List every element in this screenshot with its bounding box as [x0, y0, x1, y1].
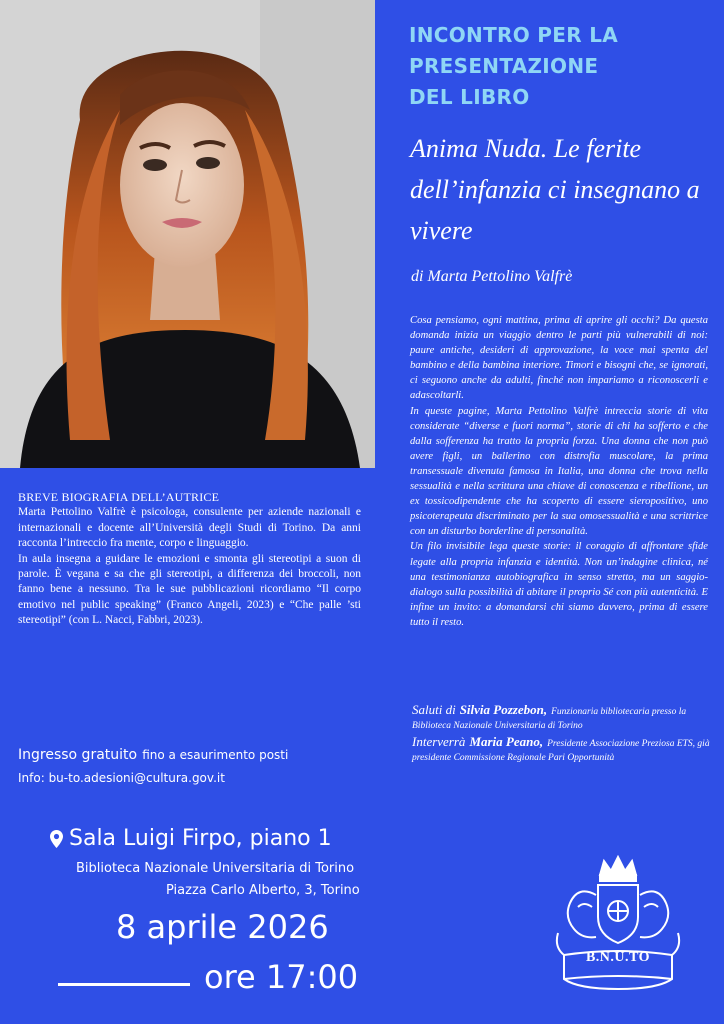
free-entry-note: fino a esaurimento posti — [142, 748, 289, 762]
speakers — [412, 704, 710, 768]
portrait-illustration — [0, 0, 375, 468]
event-heading-line: PRESENTAZIONE — [409, 54, 599, 78]
location-pin-icon — [50, 830, 63, 848]
book-title: Anima Nuda. Le ferite dell’infanzia ci insegnano a vivere — [410, 134, 700, 245]
event-heading-line: INCONTRO PER LA — [409, 23, 619, 47]
crest-icon — [548, 855, 688, 995]
event-date: 8 aprile 2026 — [116, 908, 329, 946]
event-time-row — [58, 958, 368, 1002]
library-logo-text: B.N.U.TO — [585, 950, 651, 965]
event-time: ore 17:00 — [204, 958, 359, 996]
greeting-credit — [412, 704, 710, 732]
book-author: di Marta Pettolino Valfrè — [411, 268, 573, 285]
speaker-person: Maria Peano, — [469, 734, 544, 749]
synopsis-paragraph: Cosa pensiamo, ogni mattina, prima di aprire gli occhi? Da questa domanda inizia un viaggio dentro le parti più vulnerabili di noi: paure antiche, desideri di approvazione, la voce mai spenta del bambino e della bambina interiore. Timori e bisogni che, se ignorati, ci seguono anche da adulti, finché non impariamo a riconoscerli e adascoltarli. — [410, 315, 708, 402]
bio-paragraph: In aula insegna a guidare le emozioni e smonta gli stereotipi a suon di parole. È vegana e sa che gli stereotipi, a differenza dei broccoli, non fanno bene a nessuno. Tra le sue pubblicazioni ricordiamo “Il corpo emotivo nel public speaking” (Franco Angeli, 2023) e “Che palle ’sti stereotipi” (con L. Nacci, Fabbri, 2023). — [18, 552, 361, 627]
greeting-person: Silvia Pozzebon, — [459, 702, 548, 717]
synopsis-paragraph: In queste pagine, Marta Pettolino Valfrè intreccia storie di vita considerate “diverse e fuori norma”, storie di chi ha sofferto e che dalla sofferenza ha tratto la propria forza. Una donna che non può avere figli, un ballerino con distrofia muscolare, la prima transessuale divenuta famosa in Italia, una donna che trova nella sessualità e nella scrittura una chiave di conoscenza e ribellione, un ex tossicodipendente che ha scoperto di essere sieropositivo, uno psicoterapeuta discriminato per la sua omosessualità e una scrittrice con un disturbo borderline di personalità. — [410, 405, 708, 538]
free-entry: Ingresso gratuito — [18, 747, 138, 763]
author-bio — [18, 490, 361, 629]
speaker-credit — [412, 736, 710, 764]
synopsis-paragraph: Un filo invisibile lega queste storie: il coraggio di affrontare sfide legate alla propria infanzia e identità. Non un’indagine clinica, né una testimonianza autobiografica in senso stretto, ma un saggio-dialogo sulla possibilità di abitare il proprio Sé con più autenticità. E infine un invito: a domandarsi chi siamo davvero, prima di essere tutto il resto. — [410, 541, 708, 628]
info-email[interactable]: Info: bu-to.adesioni@cultura.gov.it — [18, 771, 225, 785]
author-photo — [0, 0, 375, 468]
venue-address: Piazza Carlo Alberto, 3, Torino — [166, 883, 360, 898]
bio-paragraph: Marta Pettolino Valfrè è psicologa, consulente per aziende nazionali e internazionali e docente all’Università degli Studi di Torino. Da anni racconta l’intreccio fra mente, corpo e linguaggio. — [18, 506, 361, 550]
event-heading — [409, 20, 709, 113]
book-synopsis — [410, 313, 708, 630]
venue-room: Sala Luigi Firpo, piano 1 — [69, 826, 332, 851]
venue-library: Biblioteca Nazionale Universitaria di Torino — [76, 861, 355, 876]
greeting-lead: Saluti di — [412, 702, 456, 717]
bio-heading: BREVE BIOGRAFIA DELL’AUTRICE — [18, 490, 220, 504]
venue — [50, 826, 370, 898]
greeting-role: Funzionaria bibliotecaria presso la Biblioteca Nazionale Universitaria di Torino — [412, 707, 687, 731]
speaker-role: Presidente Associazione Preziosa ETS, già presidente Commissione Regionale Pari Opportunità — [412, 739, 710, 763]
entry-info — [18, 744, 358, 785]
speaker-lead: Interverrà — [412, 734, 466, 749]
event-heading-line: DEL LIBRO — [409, 85, 530, 109]
decorative-rule — [58, 983, 190, 986]
